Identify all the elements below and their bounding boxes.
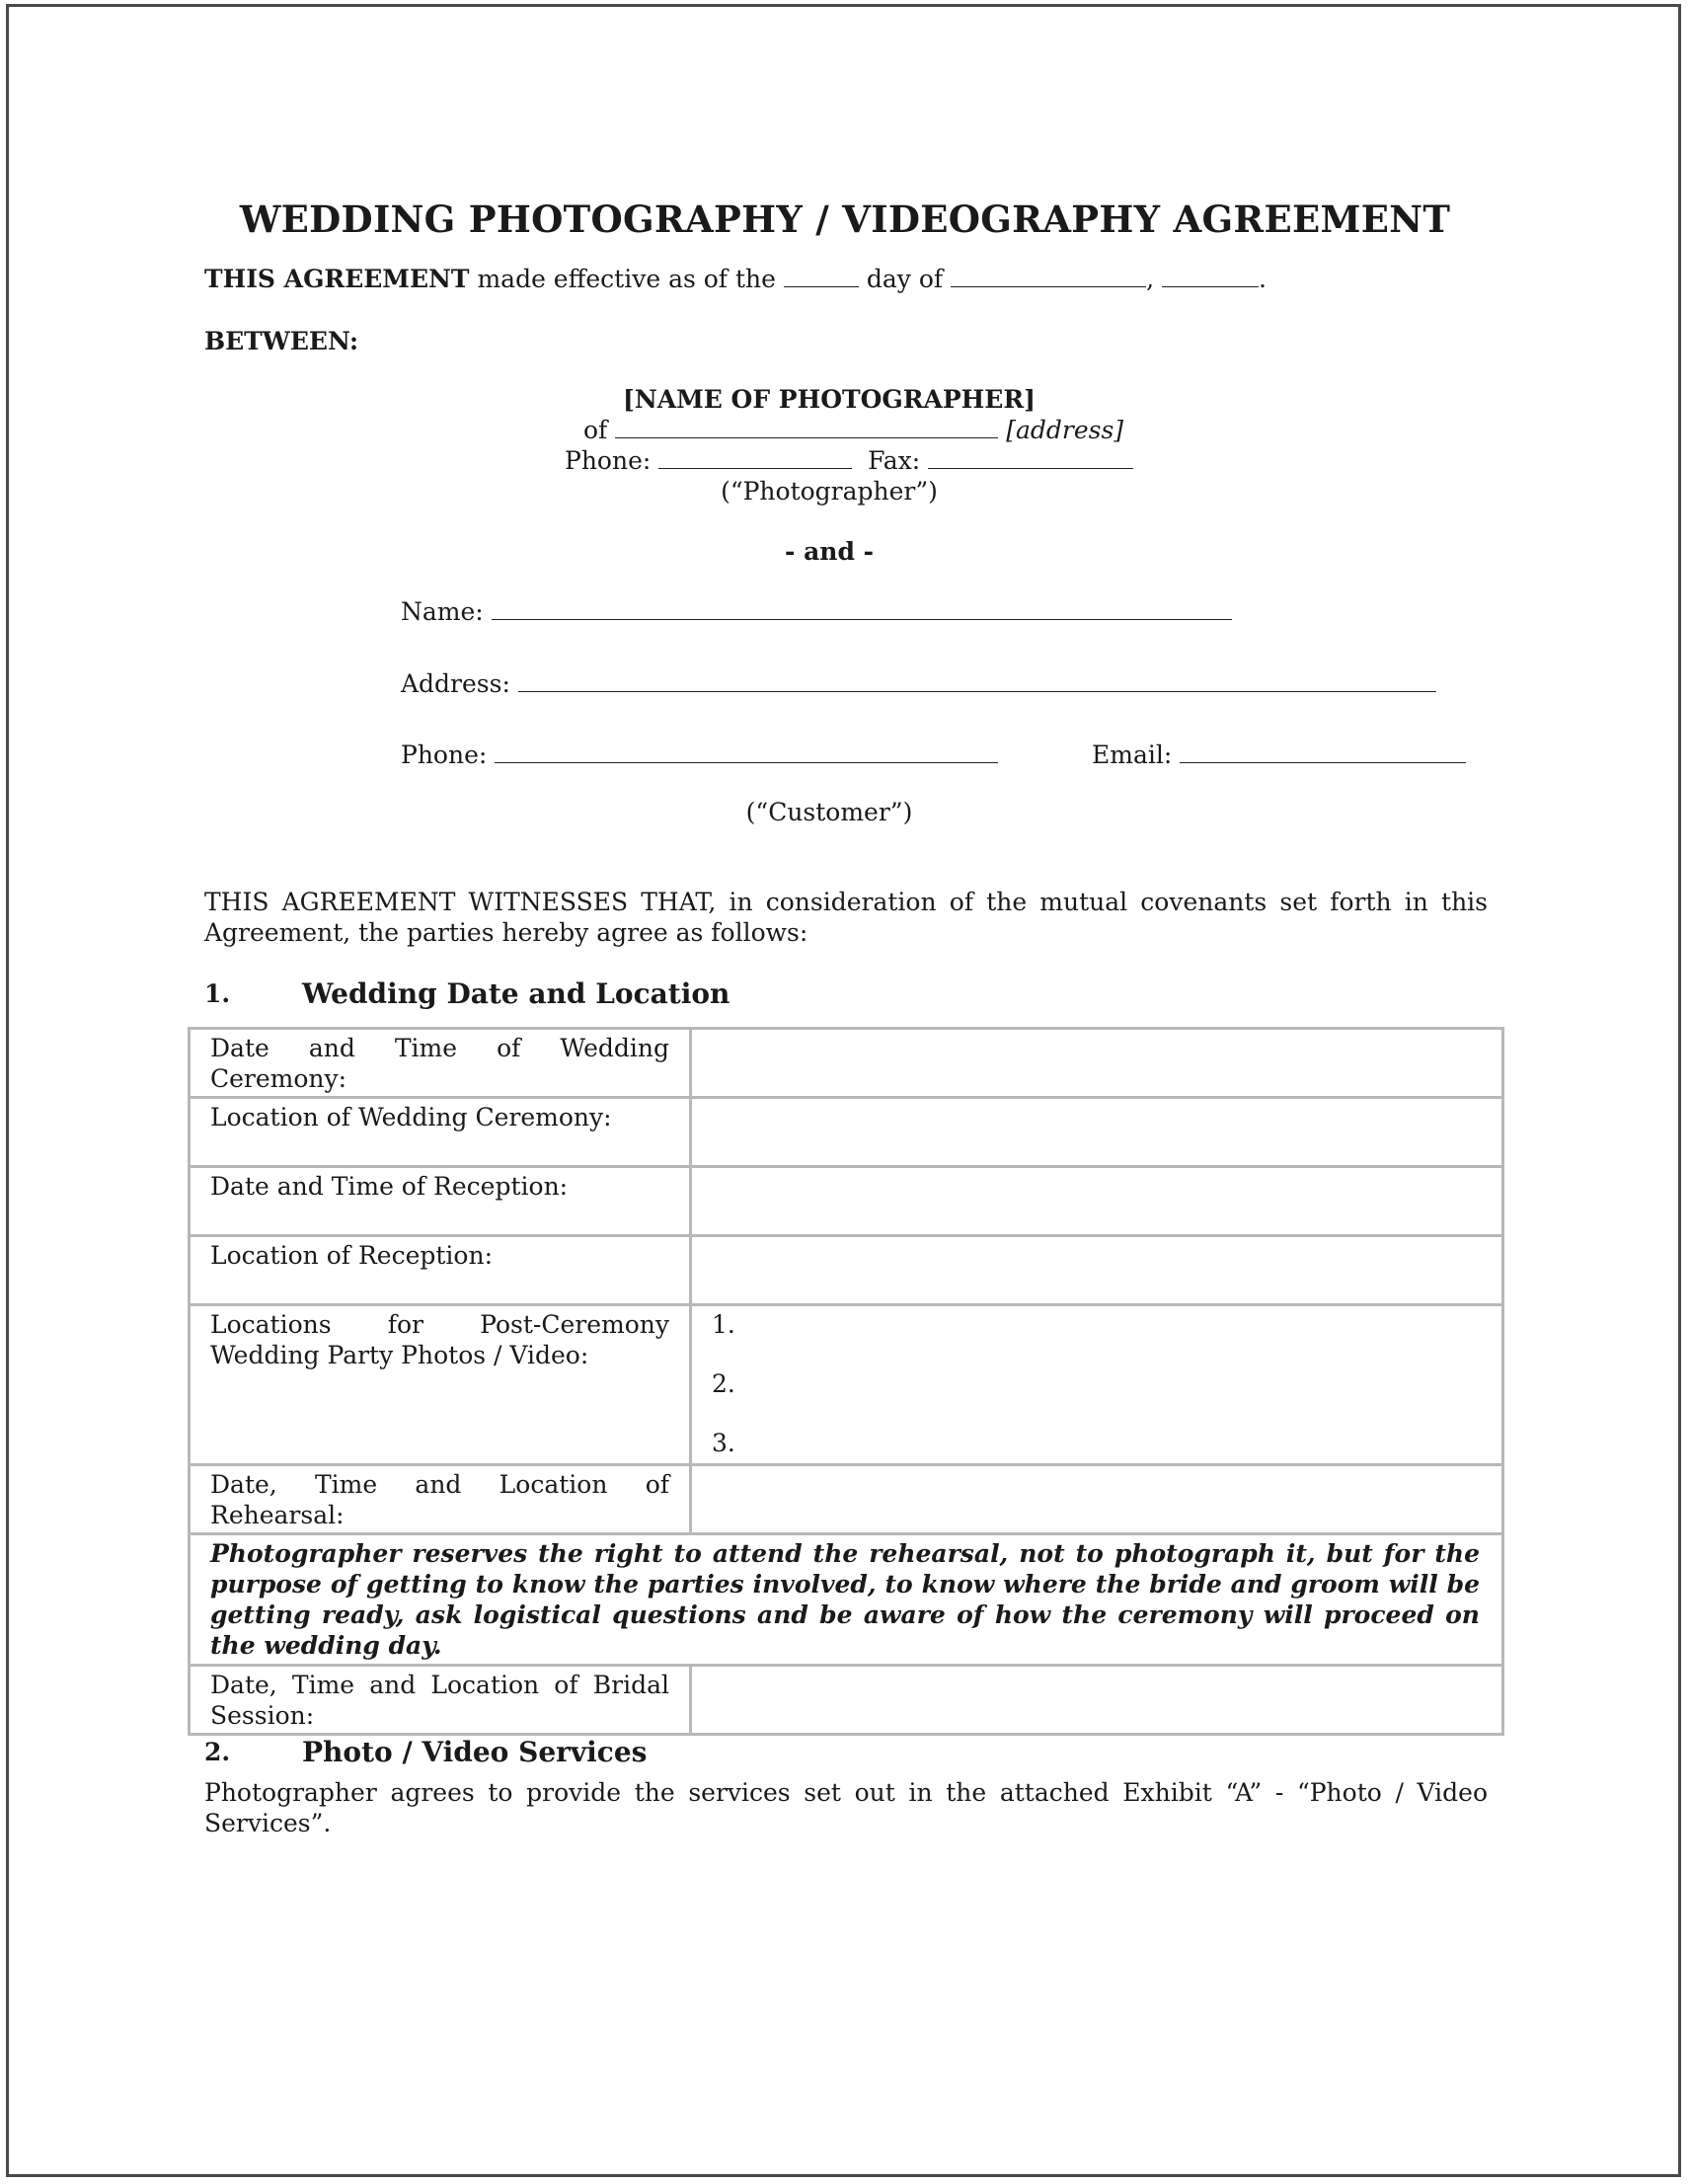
reception-datetime-label: Date and Time of Reception: [190,1167,691,1236]
photographer-fax-label: Fax: [868,446,921,475]
month-blank[interactable] [951,285,1146,287]
post-item-3: 3. [712,1429,735,1457]
photographer-contact-line [565,446,1133,475]
section2-body: Photographer agrees to provide the services set out in the attached Exhibit “A” - “Photo / Video Services”. [204,1778,1488,1837]
customer-email-line [1092,741,1466,769]
wedding-details-table [188,1027,1504,1736]
reception-location-label: Location of Reception: [190,1236,691,1305]
customer-address-line [401,669,1436,698]
reception-datetime-field[interactable] [691,1167,1503,1236]
and-separator: - and - [784,537,874,566]
photographer-designation: (“Photographer”) [721,477,938,506]
photographer-phone-blank[interactable] [658,467,852,469]
post-ceremony-label: Locations for Post-Ceremony Wedding Party Photos / Video: [190,1305,691,1465]
rehearsal-label: Date, Time and Location of Rehearsal: [190,1465,691,1534]
intro-comma: , [1146,265,1155,293]
customer-phone-blank[interactable] [495,761,998,763]
table-row [190,1534,1503,1666]
post-ceremony-field[interactable] [691,1305,1503,1465]
section1-heading: Wedding Date and Location [302,977,730,1010]
post-item-2: 2. [712,1369,735,1398]
section2-heading: Photo / Video Services [302,1736,648,1768]
customer-name-blank[interactable] [492,618,1232,620]
customer-address-label: Address: [401,669,510,698]
agreement-intro [204,265,1267,293]
table-row [190,1167,1503,1236]
ceremony-location-field[interactable] [691,1098,1503,1167]
customer-name-line [401,597,1232,626]
table-row [190,1305,1503,1465]
rehearsal-note: Photographer reserves the right to attend the rehearsal, not to photograph it, but for the purpose of getting to know the parties involved, to know where the bride and groom will be getting ready, ask logistical questions and be aware of how the ceremony will proceed on the wedding day. [190,1534,1503,1666]
photographer-address-blank[interactable] [615,436,998,438]
between-label: BETWEEN: [204,327,359,355]
photographer-phone-label: Phone: [565,446,652,475]
table-row [190,1666,1503,1735]
year-blank[interactable] [1162,285,1259,287]
photographer-address-line [583,416,1123,444]
document-title: WEDDING PHOTOGRAPHY / VIDEOGRAPHY AGREEMENT [239,197,1451,241]
post-item-1: 1. [712,1310,735,1339]
photographer-name: [NAME OF PHOTOGRAPHER] [623,385,1036,414]
ceremony-location-label: Location of Wedding Ceremony: [190,1098,691,1167]
ceremony-datetime-field[interactable] [691,1029,1503,1098]
day-blank[interactable] [784,285,859,287]
table-row [190,1465,1503,1534]
section1-number: 1. [204,979,231,1008]
address-hint: [address] [1006,416,1124,444]
table-row [190,1236,1503,1305]
customer-designation: (“Customer”) [745,798,913,826]
table-row [190,1029,1503,1098]
bridal-session-field[interactable] [691,1666,1503,1735]
customer-email-blank[interactable] [1180,761,1466,763]
bridal-session-label: Date, Time and Location of Bridal Session: [190,1666,691,1735]
table-row [190,1098,1503,1167]
rehearsal-field[interactable] [691,1465,1503,1534]
section2-number: 2. [204,1738,231,1766]
customer-email-label: Email: [1092,741,1173,769]
reception-location-field[interactable] [691,1236,1503,1305]
customer-name-label: Name: [401,597,484,626]
witness-paragraph: THIS AGREEMENT WITNESSES THAT, in consideration of the mutual covenants set forth in this Agreement, the parties hereby agree as follows: [204,888,1488,947]
of-label: of [583,416,608,444]
intro-day-of: day of [866,265,944,293]
intro-text: made effective as of the [477,265,776,293]
ceremony-datetime-label: Date and Time of Wedding Ceremony: [190,1029,691,1098]
intro-lead: THIS AGREEMENT [204,265,470,293]
intro-period: . [1259,265,1267,293]
customer-phone-line [401,741,998,769]
customer-phone-label: Phone: [401,741,488,769]
customer-address-blank[interactable] [518,690,1436,692]
photographer-fax-blank[interactable] [928,467,1133,469]
